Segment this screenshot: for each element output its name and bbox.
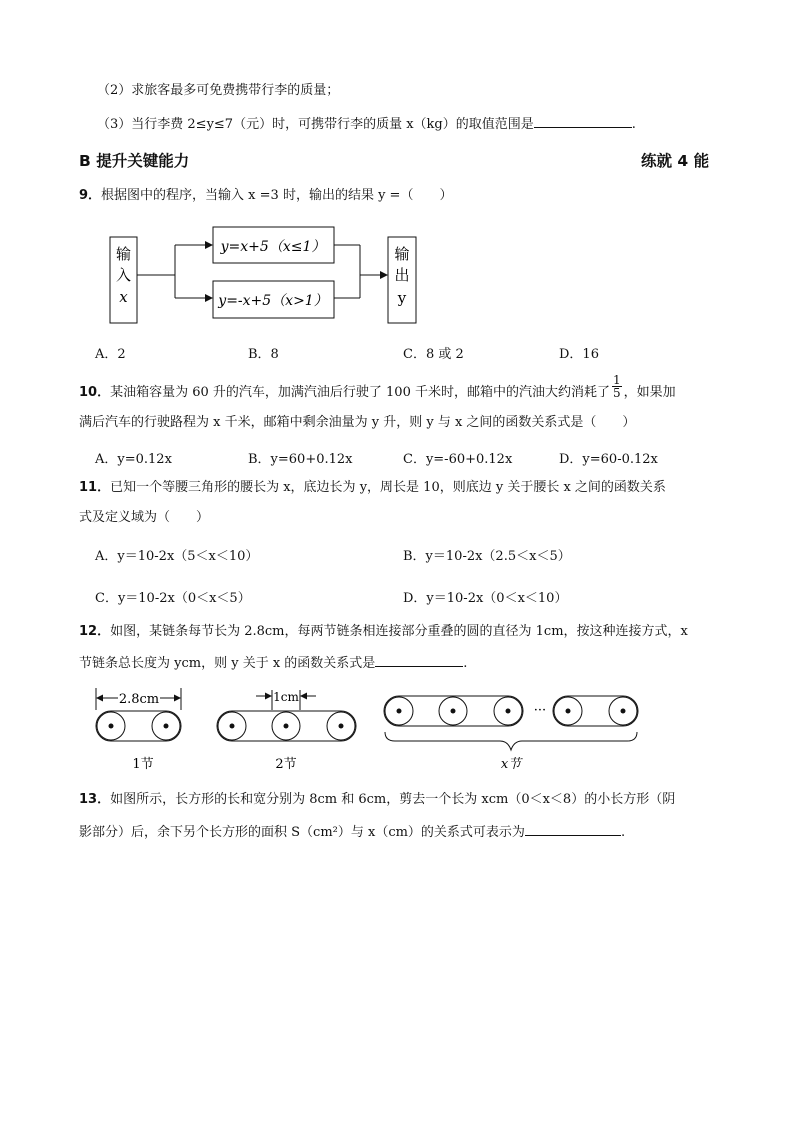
- diameter-label: 1cm: [273, 690, 299, 704]
- q12-stem-2: 节链条总长度为 ycm，则 y 关于 x 的函数关系式是 .: [79, 656, 468, 671]
- q10-option-d: D．y=60-0.12x: [559, 452, 658, 467]
- caption-2: 2节: [275, 757, 297, 772]
- q10-option-b: B．y=60+0.12x: [248, 452, 353, 467]
- q9-flowchart: [108, 225, 438, 325]
- q13-stem-2: 影部分）后，余下另个长方形的面积 S（cm²）与 x（cm）的关系式可表示为 .: [79, 825, 626, 840]
- formula-bottom: y=-x+5（x>1）: [218, 293, 328, 309]
- q12-chain-figure: [88, 686, 648, 776]
- length-label: 2.8cm: [118, 692, 160, 707]
- output-char-3: y: [397, 289, 407, 307]
- answer-blank: [525, 823, 621, 836]
- q11-option-d: D．y＝10-2x（0＜x＜10）: [403, 591, 568, 606]
- q13-stem-1: 13．如图所示，长方形的长和宽分别为 8cm 和 6cm，剪去一个长为 xcm（0＜x＜8）的小长方形（阴: [79, 792, 676, 807]
- q9-stem: 9．根据图中的程序，当输入 x =3 时，输出的结果 y =（ ）: [79, 188, 453, 203]
- caption-x: x节: [500, 757, 522, 772]
- q11-option-a: A．y＝10-2x（5＜x＜10）: [95, 549, 259, 564]
- input-char-1: 输: [115, 245, 132, 263]
- output-char-2: 出: [394, 266, 410, 284]
- q8-part3: （3）当行李费 2≤y≤7（元）时，可携带行李的质量 x（kg）的取值范围是 .: [97, 117, 636, 132]
- q9-option-d: D．16: [559, 347, 599, 362]
- section-right: 练就 4 能: [641, 152, 710, 170]
- q11-stem-1: 11．已知一个等腰三角形的腰长为 x，底边长为 y，周长是 10，则底边 y 关于腰长 x 之间的函数关系: [79, 480, 666, 495]
- q11-stem-2: 式及定义域为（ ）: [79, 510, 210, 525]
- fraction: $\frac{1}{5}$: [612, 373, 621, 400]
- q11-option-b: B．y＝10-2x（2.5＜x＜5）: [403, 549, 571, 564]
- q9-option-a: A．2: [95, 347, 126, 362]
- formula-top: y=x+5（x≤1）: [220, 239, 326, 255]
- q10-option-c: C．y=-60+0.12x: [403, 452, 513, 467]
- caption-1: 1节: [132, 757, 154, 772]
- q12-stem-1: 12．如图，某链条每节长为 2.8cm，每两节链条相连接部分重叠的圆的直径为 1cm，按这种连接方式，x: [79, 624, 688, 639]
- answer-blank: [375, 654, 463, 667]
- q11-option-c: C．y＝10-2x（0＜x＜5）: [95, 591, 251, 606]
- section-title: B 提升关键能力: [79, 152, 190, 170]
- q10-stem-2: 满后汽车的行驶路程为 x 千米，邮箱中剩余油量为 y 升，则 y 与 x 之间的函数关系式是（ ）: [79, 415, 636, 430]
- ellipsis: ···: [533, 703, 547, 718]
- answer-blank: [534, 115, 632, 128]
- input-char-3: x: [119, 288, 128, 306]
- q8-part2: （2）求旅客最多可免费携带行李的质量；: [97, 83, 340, 98]
- q10-option-a: A．y=0.12x: [95, 452, 172, 467]
- input-char-2: 入: [115, 266, 132, 284]
- q9-option-b: B．8: [248, 347, 279, 362]
- output-char-1: 输: [394, 245, 410, 263]
- q9-option-c: C．8 或 2: [403, 347, 464, 362]
- q10-stem-1: 10．某油箱容量为 60 升的汽车，加满汽油后行驶了 100 千米时，邮箱中的汽油大约消耗了 $\frac{1}{5}$ ，如果加: [79, 373, 676, 400]
